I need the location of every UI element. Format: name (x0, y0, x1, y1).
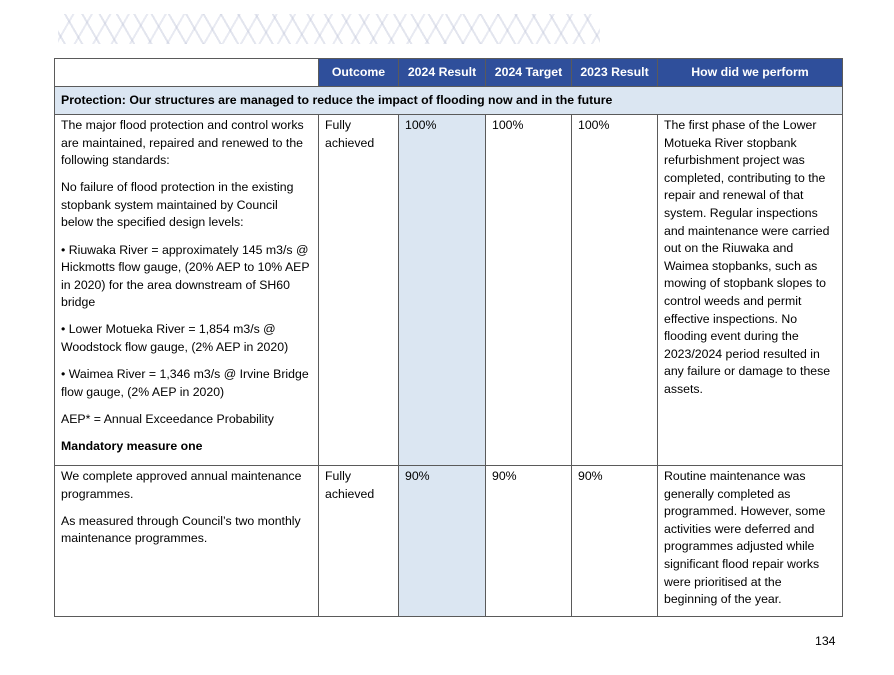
measure-text: We complete approved annual maintenance programmes. (61, 469, 302, 501)
result-2024-cell: 100% (399, 115, 486, 466)
measure-text: AEP* = Annual Exceedance Probability (61, 411, 274, 426)
performance-cell: The first phase of the Lower Motueka River stopbank refurbishment project was completed, contributing to the repair and renewal of that system. Regular inspections and maintenance were carried out on the Riuwaka and Waimea stopbanks, such as mowing of stopbank slopes to control weeds and permit effective inspections. No flooding event during the 2023/2024 period resulted in any failure or damage to these assets. (658, 115, 843, 466)
result-2024-cell: 90% (399, 466, 486, 617)
measure-text: • Riuwaka River = approximately 145 m3/s @ Hickmotts flow gauge, (20% AEP to 10% AEP in 2020) for the area downstream of SH60 bridge (61, 242, 310, 310)
result-2023-cell: 90% (572, 466, 658, 617)
measure-cell (55, 466, 319, 617)
header-measure (55, 59, 319, 87)
performance-table (54, 58, 843, 617)
outcome-cell: Fully achieved (319, 466, 399, 617)
measure-cell (55, 115, 319, 466)
header-2024-result: 2024 Result (399, 59, 486, 87)
target-2024-cell: 100% (486, 115, 572, 466)
page-number: 134 (815, 634, 836, 648)
target-2024-cell: 90% (486, 466, 572, 617)
table-row (55, 466, 843, 617)
measure-text: The major flood protection and control works are maintained, repaired and renewed to the following standards: (61, 118, 304, 168)
header-2023-result: 2023 Result (572, 59, 658, 87)
measure-text: • Lower Motueka River = 1,854 m3/s @ Woodstock flow gauge, (2% AEP in 2020) (61, 322, 289, 355)
measure-text: • Waimea River = 1,346 m3/s @ Irvine Bridge flow gauge, (2% AEP in 2020) (61, 367, 309, 399)
header-2024-target: 2024 Target (486, 59, 572, 87)
outcome-cell: Fully achieved (319, 115, 399, 466)
measure-text: No failure of flood protection in the existing stopbank system maintained by Council below the specified design levels: (61, 180, 294, 230)
section-row (55, 87, 843, 115)
result-2023-cell: 100% (572, 115, 658, 466)
section-title: Protection: Our structures are managed to reduce the impact of flooding now and in the future (55, 87, 843, 115)
table-row (55, 115, 843, 466)
header-outcome: Outcome (319, 59, 399, 87)
measure-label: Mandatory measure one (61, 438, 203, 453)
measure-text: As measured through Council’s two monthly maintenance programmes. (61, 513, 301, 546)
decorative-header-banner (58, 14, 600, 44)
table-header-row (55, 59, 843, 87)
header-how-did-we-perform: How did we perform (658, 59, 843, 87)
performance-cell: Routine maintenance was generally completed as programmed. However, some activities were deferred and programmes adjusted while significant flood repair works were prioritised at the beginning of the year. (658, 466, 843, 617)
